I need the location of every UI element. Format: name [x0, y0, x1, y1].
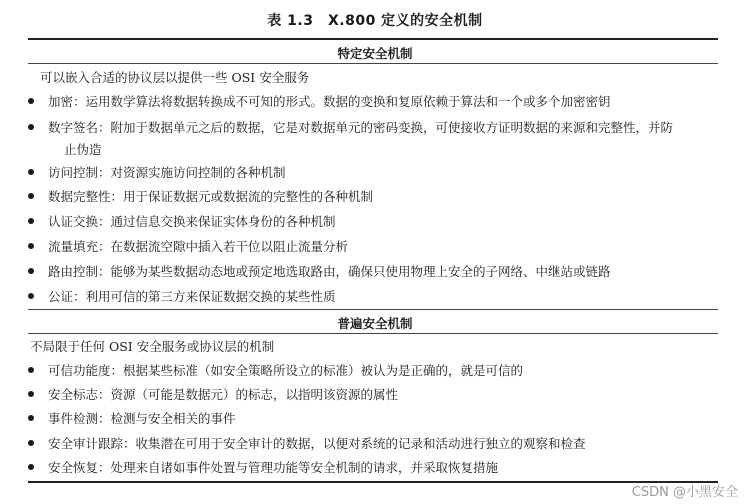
- table-title: 表 1.3 X.800 定义的安全机制: [267, 13, 483, 29]
- bullet: [28, 124, 34, 130]
- bullet: [28, 293, 34, 299]
- bullet: [28, 268, 34, 274]
- specific-heading-rule: [28, 63, 718, 64]
- watermark: CSDN @小黑安全: [631, 485, 738, 500]
- bullet: [28, 464, 34, 470]
- document-page: 表 1.3 X.800 定义的安全机制 特定安全机制 可以嵌入合适的协议层以提供一些 OSI 安全服务 加密：运用数学算法将数据转换成不可知的形式。数据的变换和复原依赖于算法和一个或多个加密密钥 数字签名：附加于数据单元之后的数据，它是对数据单元的密码变换，可使接收方证明数据的来源和完整性，并防 止伪造 访问控制：对资源实施访问控制的各种机制 数据完整性：用于保证数据元或数据流的完整性的各种机制 认证交换：通过信息交换来保证实体身份的各种机制 流量填充：在数据流空隙中插入若干位以阻止流量分析 路由控制：能够为某些数据动态地或预定地选取路由，确保只使用物理上安全的子网络、中继站或链路 公证：利用可信的第三方来保证数据交换的某些性质 普遍安全机制 不局限于任何 OSI 安全服务或协议层的机制 可信功能度：根据某些标准（如安全策略所设立的标准）被认为是正确的，就是可信的 安全标志：资源（可能是数据元）的标志，以指明该资源的属性 事件检测：检测与安全相关的事件 安全审计跟踪：收集潜在可用于安全审计的数据，以便对系统的记录和活动进行独立的观察和检查 安全恢复：处理来自诸如事件处置与管理功能等安全机制的请求，并采取恢复措施 CSDN @小黑安全: [0, 0, 750, 504]
- bottom-rule: [28, 481, 718, 483]
- bullet: [28, 98, 34, 104]
- section-divider-rule: [28, 309, 718, 310]
- specific-intro: 可以嵌入合适的协议层以提供一些 OSI 安全服务: [40, 70, 310, 85]
- general-mechanisms-heading: 普遍安全机制: [337, 316, 413, 331]
- specific-mechanisms-heading: 特定安全机制: [337, 46, 413, 61]
- top-rule: [28, 38, 718, 40]
- list-item-continuation: 止伪造: [64, 142, 102, 157]
- bullet: [28, 440, 34, 446]
- general-intro: 不局限于任何 OSI 安全服务或协议层的机制: [30, 339, 275, 354]
- bullet: [28, 243, 34, 249]
- bullet: [28, 391, 34, 397]
- bullet: [28, 169, 34, 175]
- general-heading-rule: [28, 333, 718, 334]
- bullet: [28, 367, 34, 373]
- bullet: [28, 415, 34, 421]
- bullet: [28, 218, 34, 224]
- bullet: [28, 193, 34, 199]
